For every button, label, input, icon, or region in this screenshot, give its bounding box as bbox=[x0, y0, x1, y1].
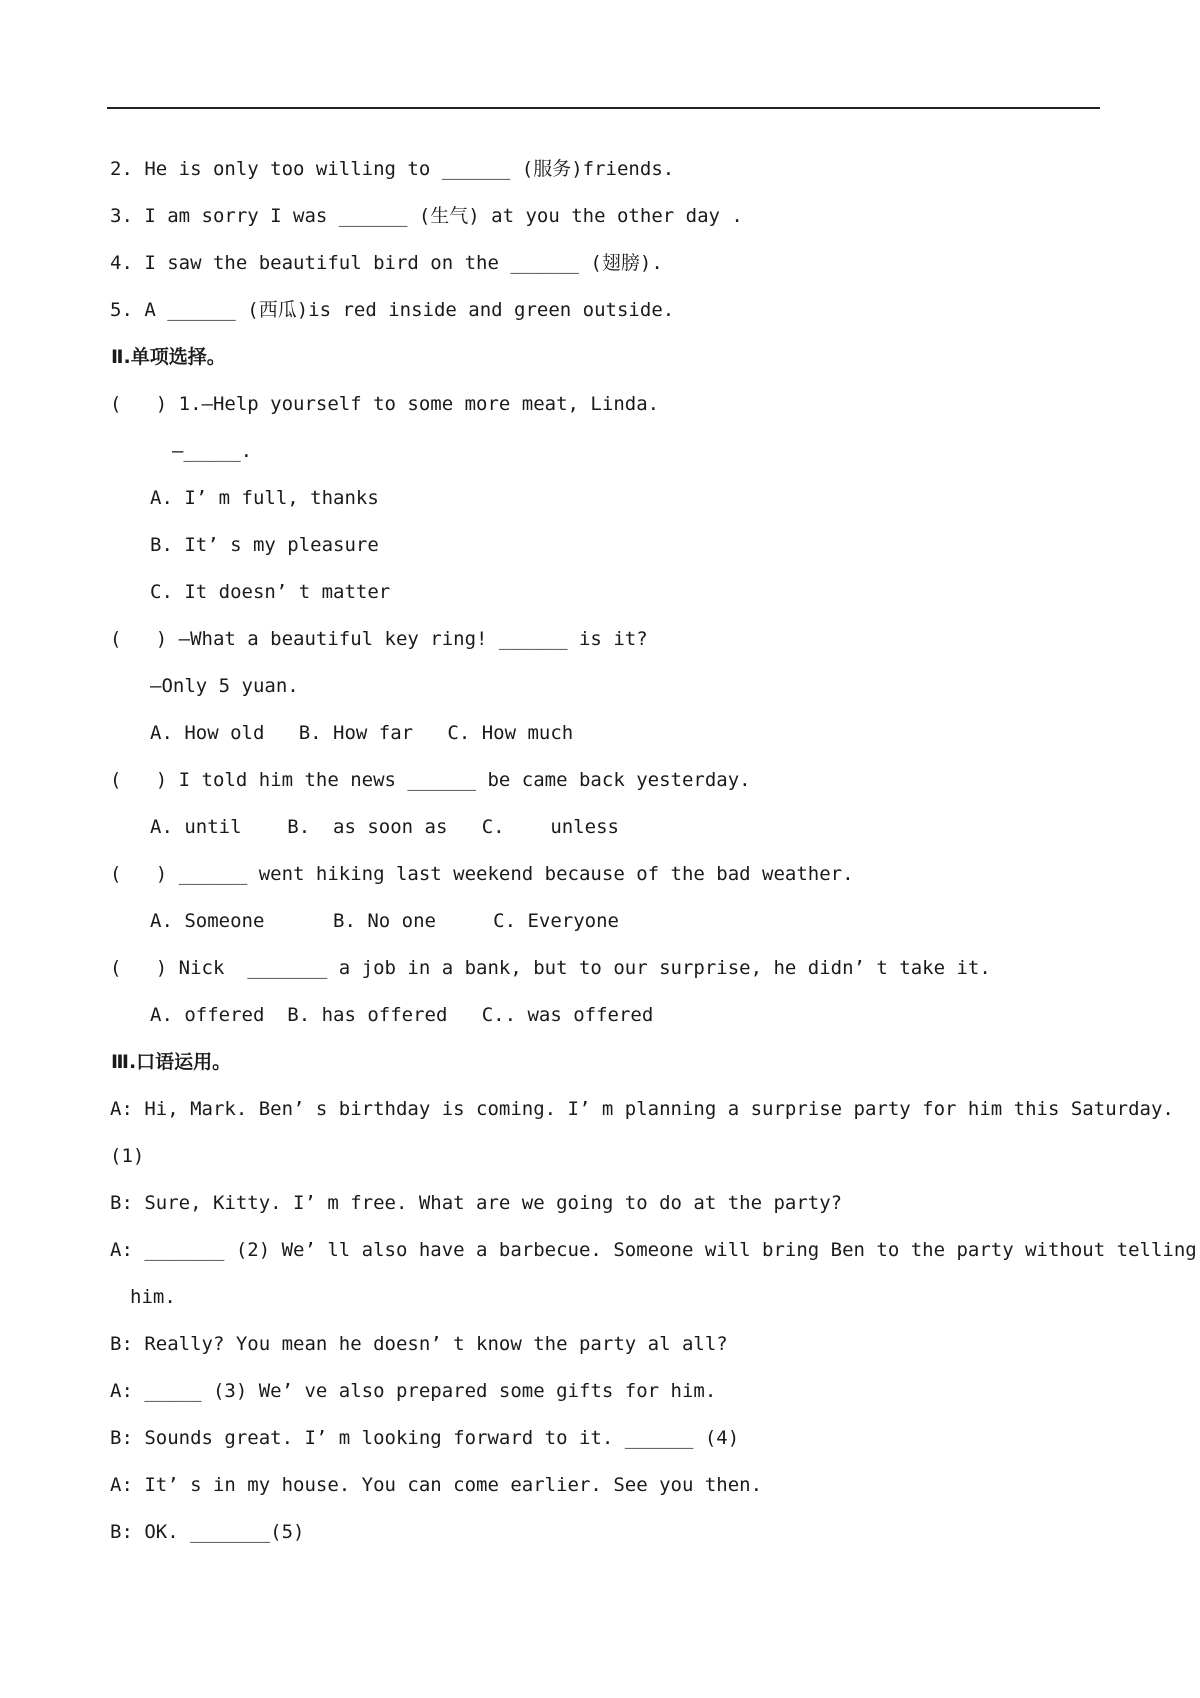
dialogue-line-7: A: _____ (3) We’ ve also prepared some gifts for him. bbox=[110, 1380, 717, 1402]
choice-q4-options: A. Someone B. No one C. Everyone bbox=[150, 910, 619, 932]
dialogue-line-9: A: It’ s in my house. You can come earlier. See you then. bbox=[110, 1474, 763, 1496]
fill-blank-q3: 3. I am sorry I was ______ (生气) at you the other day . bbox=[110, 205, 743, 227]
choice-q1-option-c: C. It doesn’ t matter bbox=[150, 581, 391, 603]
dialogue-line-2: (1) bbox=[110, 1145, 145, 1167]
dialogue-line-6: B: Really? You mean he doesn’ t know the party al all? bbox=[110, 1333, 728, 1355]
choice-q5-options: A. offered B. has offered C.. was offered bbox=[150, 1004, 654, 1026]
choice-q2-stem: ( ) —What a beautiful key ring! ______ is it? bbox=[110, 628, 648, 650]
choice-q2-options: A. How old B. How far C. How much bbox=[150, 722, 574, 744]
dialogue-line-10: B: OK. _______(5) bbox=[110, 1521, 305, 1543]
fill-blank-q5: 5. A ______ (西瓜)is red inside and green outside. bbox=[110, 299, 675, 321]
section-heading-choice: Ⅱ.单项选择。 bbox=[111, 346, 226, 368]
fill-blank-q2: 2. He is only too willing to ______ (服务)friends. bbox=[110, 158, 675, 180]
choice-q4-stem: ( ) ______ went hiking last weekend because of the bad weather. bbox=[110, 863, 854, 885]
choice-q3-options: A. until B. as soon as C. unless bbox=[150, 816, 619, 838]
dialogue-line-5: him. bbox=[130, 1286, 176, 1308]
dialogue-line-8: B: Sounds great. I’ m looking forward to it. ______ (4) bbox=[110, 1427, 740, 1449]
choice-q3-stem: ( ) I told him the news ______ be came back yesterday. bbox=[110, 769, 751, 791]
choice-q5-stem: ( ) Nick _______ a job in a bank, but to our surprise, he didn’ t take it. bbox=[110, 957, 991, 979]
header-rule bbox=[107, 107, 1100, 109]
choice-q2-reply: —Only 5 yuan. bbox=[150, 675, 299, 697]
section-heading-dialogue: Ⅲ.口语运用。 bbox=[111, 1051, 232, 1073]
dialogue-line-1: A: Hi, Mark. Ben’ s birthday is coming. I’ m planning a surprise party for him this Saturday. bbox=[110, 1098, 1174, 1120]
choice-q1-stem: ( ) 1.—Help yourself to some more meat, Linda. bbox=[110, 393, 660, 415]
choice-q1-reply: —_____. bbox=[172, 440, 253, 462]
choice-q1-option-b: B. It’ s my pleasure bbox=[150, 534, 379, 556]
dialogue-line-4: A: _______ (2) We’ ll also have a barbecue. Someone will bring Ben to the party without telling bbox=[110, 1239, 1197, 1261]
dialogue-line-3: B: Sure, Kitty. I’ m free. What are we going to do at the party? bbox=[110, 1192, 843, 1214]
choice-q1-option-a: A. I’ m full, thanks bbox=[150, 487, 379, 509]
fill-blank-q4: 4. I saw the beautiful bird on the ______ (翅膀). bbox=[110, 252, 663, 274]
